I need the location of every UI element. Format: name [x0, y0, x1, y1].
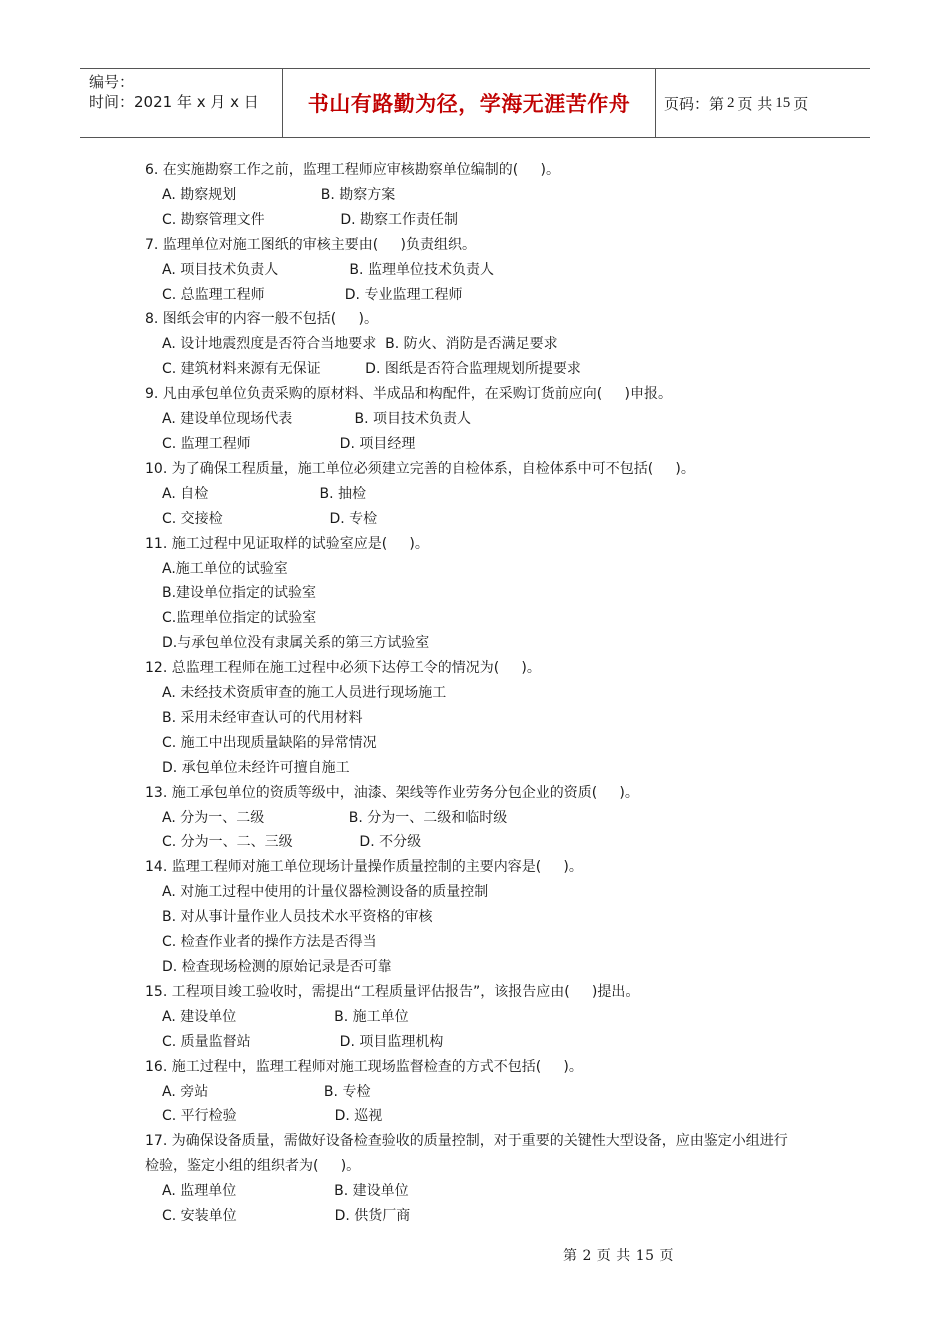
- question-text: 11. 施工过程中见证取样的试验室应是( )。: [145, 535, 429, 552]
- answer-option: C. 建筑材料来源有无保证 D. 图纸是否符合监理规划所提要求: [162, 361, 581, 378]
- answer-option: A. 对施工过程中使用的计量仪器检测设备的质量控制: [162, 884, 489, 901]
- answer-option: A. 分为一、二级 B. 分为一、二级和临时级: [162, 809, 508, 826]
- answer-option: B.建设单位指定的试验室: [162, 585, 317, 602]
- page-mid: 页 共: [737, 94, 773, 113]
- answer-option: B. 对从事计量作业人员技术水平资格的审核: [162, 909, 433, 926]
- answer-option: D.与承包单位没有隶属关系的第三方试验室: [162, 635, 430, 652]
- question-text: 检验，鉴定小组的组织者为( )。: [145, 1158, 361, 1175]
- answer-option: C. 分为一、二、三级 D. 不分级: [162, 834, 422, 851]
- document-number-label: 编号：: [89, 73, 135, 91]
- page-prefix: 页码：第: [664, 94, 725, 113]
- answer-option: C. 施工中出现质量缺陷的异常情况: [162, 734, 377, 751]
- question-text: 14. 监理工程师对施工单位现场计量操作质量控制的主要内容是( )。: [145, 859, 583, 876]
- header-divider-right: [655, 69, 656, 137]
- answer-option: C.监理单位指定的试验室: [162, 610, 317, 627]
- question-text: 13. 施工承包单位的资质等级中，油漆、架线等作业劳务分包企业的资质( )。: [145, 784, 639, 801]
- header-motto: 书山有路勤为径，学海无涯苦作舟: [307, 91, 631, 116]
- answer-option: C. 检查作业者的操作方法是否得当: [162, 934, 377, 951]
- question-text: 8. 图纸会审的内容一般不包括( )。: [145, 311, 378, 328]
- answer-option: B. 采用未经审查认可的代用材料: [162, 709, 363, 726]
- question-text: 6. 在实施勘察工作之前，监理工程师应审核勘察单位编制的( )。: [145, 162, 560, 178]
- page-suffix: 页: [793, 94, 809, 113]
- page-current: 2: [727, 94, 735, 111]
- answer-option: D. 承包单位未经许可擅自施工: [162, 759, 350, 776]
- answer-option: C. 勘察管理文件 D. 勘察工作责任制: [162, 211, 459, 228]
- answer-option: C. 交接检 D. 专检: [162, 510, 378, 527]
- question-text: 10. 为了确保工程质量，施工单位必须建立完善的自检体系，自检体系中可不包括( )。: [145, 460, 695, 477]
- question-text: 12. 总监理工程师在施工过程中必须下达停工令的情况为( )。: [145, 660, 541, 677]
- answer-option: A. 建设单位现场代表 B. 项目技术负责人: [162, 411, 472, 428]
- header-page-info: [664, 69, 808, 137]
- question-list: [145, 158, 825, 1229]
- answer-option: C. 平行检验 D. 巡视: [162, 1108, 383, 1125]
- question-text: 9. 凡由承包单位负责采购的原材料、半成品和构配件，在采购订货前应向( )申报。: [145, 386, 672, 403]
- question-text: 17. 为确保设备质量，需做好设备检查验收的质量控制，对于重要的关键性大型设备，应由鉴定小组进行: [145, 1133, 788, 1150]
- answer-option: A.施工单位的试验室: [162, 560, 288, 577]
- answer-option: C. 总监理工程师 D. 专业监理工程师: [162, 286, 463, 303]
- answer-option: C. 安装单位 D. 供货厂商: [162, 1208, 411, 1225]
- question-text: 15. 工程项目竣工验收时，需提出“工程质量评估报告”，该报告应由( )提出。: [145, 983, 640, 1000]
- answer-option: A. 勘察规划 B. 勘察方案: [162, 186, 396, 203]
- document-date: 时间：2021 年 x 月 x 日: [89, 93, 259, 111]
- answer-option: D. 检查现场检测的原始记录是否可靠: [162, 959, 392, 975]
- page-header: [80, 68, 870, 138]
- answer-option: A. 设计地震烈度是否符合当地要求 B. 防火、消防是否满足要求: [162, 336, 558, 353]
- header-meta: [89, 72, 259, 112]
- page-total: 15: [775, 94, 791, 111]
- answer-option: A. 项目技术负责人 B. 监理单位技术负责人: [162, 261, 494, 278]
- answer-option: A. 建设单位 B. 施工单位: [162, 1008, 409, 1025]
- answer-option: A. 旁站 B. 专检: [162, 1083, 371, 1100]
- answer-option: A. 未经技术资质审查的施工人员进行现场施工: [162, 685, 447, 702]
- answer-option: A. 监理单位 B. 建设单位: [162, 1183, 409, 1200]
- answer-option: C. 监理工程师 D. 项目经理: [162, 435, 416, 452]
- question-text: 16. 施工过程中，监理工程师对施工现场监督检查的方式不包括( )。: [145, 1058, 583, 1075]
- page-footer: 第 2 页 共 15 页: [563, 1248, 674, 1264]
- answer-option: A. 自检 B. 抽检: [162, 485, 366, 502]
- answer-option: C. 质量监督站 D. 项目监理机构: [162, 1033, 444, 1050]
- question-text: 7. 监理单位对施工图纸的审核主要由( )负责组织。: [145, 236, 476, 253]
